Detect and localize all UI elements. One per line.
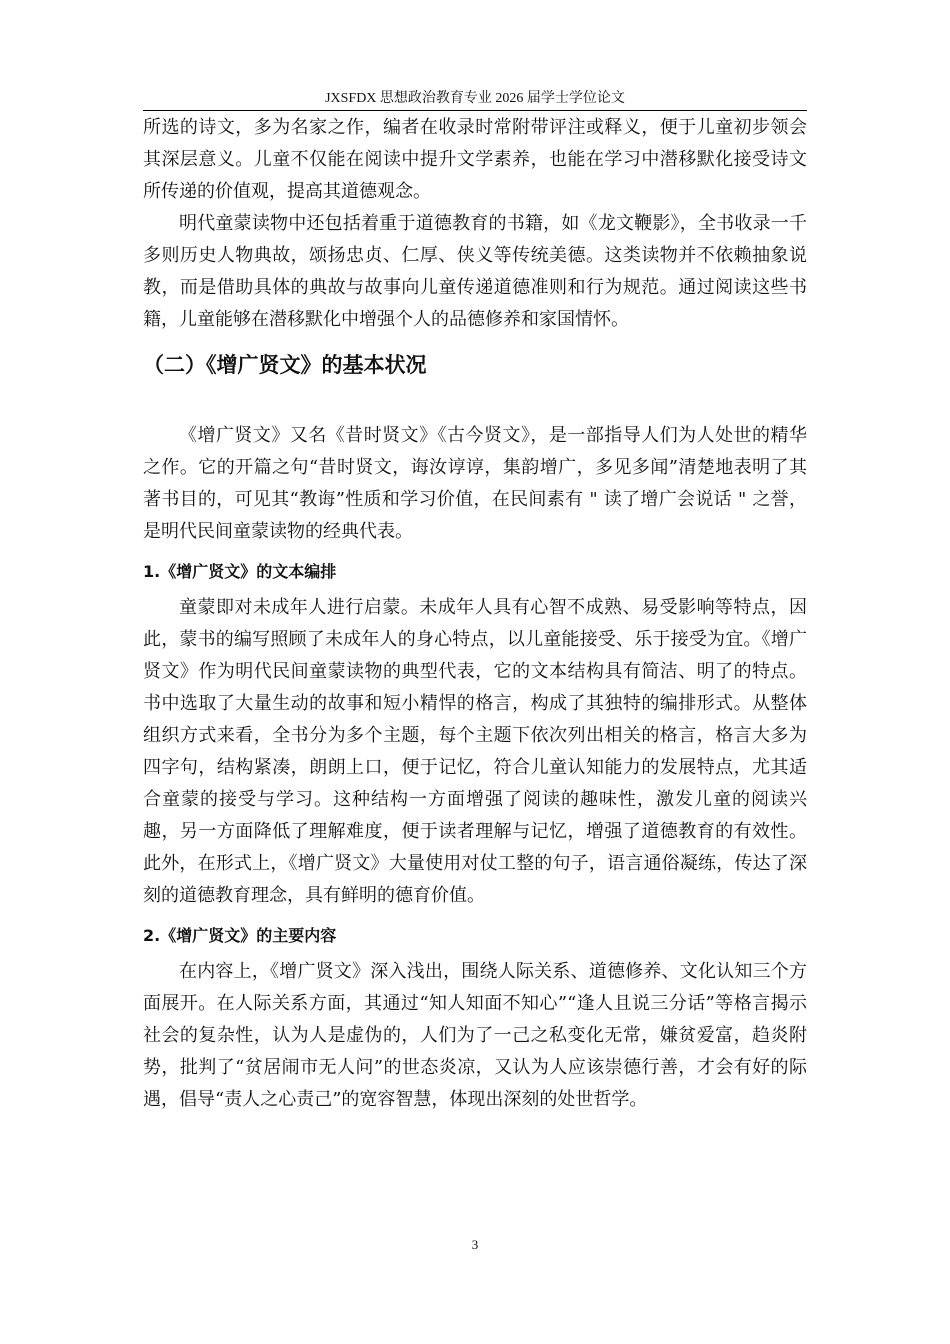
subsection-heading: 2.《增广贤文》的主要内容 [143,926,337,945]
body-paragraph: 在内容上，《增广贤文》深入浅出，围绕人际关系、道德修养、文化认知三个方面展开。在人际关系方面，其通过“知人知面不知心”“逢人且说三分话”等格言揭示社会的复杂性，认为人是虚伪的，人们为了一己之私变化无常，嫌贫爱富，趋炎附势，批判了“贫居闹市无人问”的世态炎凉，又认为人应该崇德行善，才会有好的际遇，倡导“责人之心责己”的宽容智慧，体现出深刻的处世哲学。 [143,961,807,1110]
running-header: JXSFDX 思想政治教育专业 2026 届学士学位论文 [325,91,625,106]
page-number: 3 [471,1237,479,1252]
header-rule [143,110,807,111]
body-paragraph: 明代童蒙读物中还包括着重于道德教育的书籍，如《龙文鞭影》，全书收录一千多则历史人物典故，颂扬忠贞、仁厚、侠义等传统美德。这类读物并不依赖抽象说教，而是借助具体的典故与故事向儿童传递道德准则和行为规范。通过阅读这些书籍，儿童能够在潜移默化中增强个人的品德修养和家国情怀。 [143,213,807,330]
subsection-heading: 1.《增广贤文》的文本编排 [143,562,337,581]
body-paragraph: 所选的诗文，多为名家之作，编者在收录时常附带评注或释义，便于儿童初步领会其深层意义。儿童不仅能在阅读中提升文学素养，也能在学习中潜移默化接受诗文所传递的价值观，提高其道德观念。 [143,117,807,202]
section-heading: （二）《增广贤文》的基本状况 [143,353,427,377]
body-paragraph: 童蒙即对未成年人进行启蒙。未成年人具有心智不成熟、易受影响等特点，因此，蒙书的编写照顾了未成年人的身心特点，以儿童能接受、乐于接受为宜。《增广贤文》作为明代民间童蒙读物的典型代表，它的文本结构具有简洁、明了的特点。书中选取了大量生动的故事和短小精悍的格言，构成了其独特的编排形式。从整体组织方式来看，全书分为多个主题，每个主题下依次列出相关的格言，格言大多为四字句，结构紧凑，朗朗上口，便于记忆，符合儿童认知能力的发展特点，尤其适合童蒙的接受与学习。这种结构一方面增强了阅读的趣味性，激发儿童的阅读兴趣，另一方面降低了理解难度，便于读者理解与记忆，增强了道德教育的有效性。此外，在形式上，《增广贤文》大量使用对仗工整的句子，语言通俗凝练，传达了深刻的道德教育理念，具有鲜明的德育价值。 [143,597,807,906]
body-paragraph: 《增广贤文》又名《昔时贤文》《古今贤文》，是一部指导人们为人处世的精华之作。它的开篇之句“昔时贤文，诲汝谆谆，集韵增广，多见多闻”清楚地表明了其著书目的，可见其“教诲”性质和学习价值，在民间素有 " 读了增广会说话 " 之誉，是明代民间童蒙读物的经典代表。 [143,425,807,542]
page-content [143,112,807,1116]
